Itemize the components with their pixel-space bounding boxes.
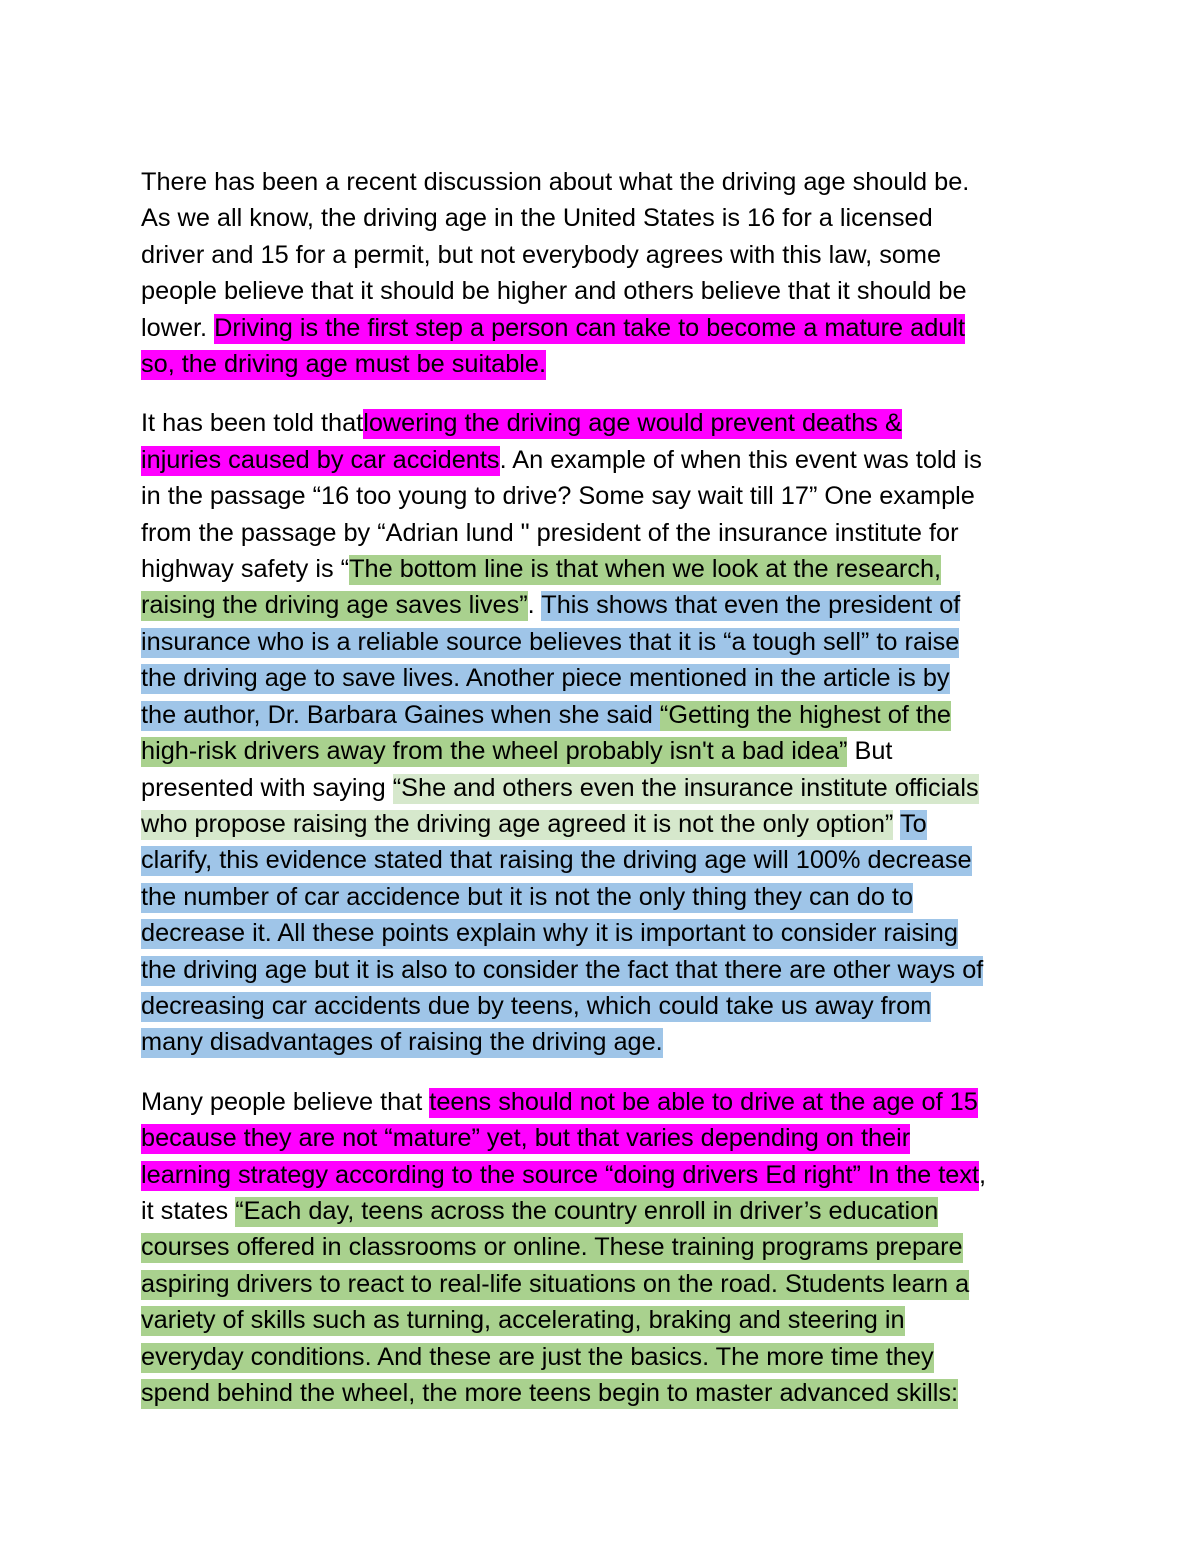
text-line bbox=[141, 442, 1066, 478]
text-run: lower. bbox=[141, 313, 215, 342]
text-line bbox=[141, 1193, 1066, 1229]
text-line bbox=[141, 200, 1066, 236]
highlighted-text-magenta: because they are not “mature” yet, but that varies depending on their bbox=[141, 1124, 911, 1153]
highlighted-text-blue: the driving age but it is also to consider the fact that there are other ways of bbox=[141, 955, 984, 984]
text-run: But bbox=[847, 737, 893, 766]
text-line bbox=[141, 915, 1066, 951]
highlighted-text-blue: clarify, this evidence stated that raising the driving age will 100% decrease bbox=[141, 846, 972, 875]
highlighted-text-lightgreen: who propose raising the driving age agreed it is not the only option” bbox=[141, 809, 894, 838]
text-line bbox=[141, 1084, 1066, 1120]
highlighted-text-blue: To bbox=[899, 809, 927, 838]
text-line bbox=[141, 1120, 1066, 1156]
highlighted-text-blue: insurance who is a reliable source believes that it is “a tough sell” to raise bbox=[141, 627, 960, 656]
highlighted-text-blue: the driving age to save lives. Another piece mentioned in the article is by bbox=[141, 664, 950, 693]
text-line bbox=[141, 346, 1066, 382]
text-line bbox=[141, 733, 1066, 769]
text-run: highway safety is “ bbox=[141, 555, 350, 584]
text-line bbox=[141, 405, 1066, 441]
highlighted-text-blue: This shows that even the president of bbox=[541, 591, 961, 620]
text-run: presented with saying bbox=[141, 773, 393, 802]
highlighted-text-magenta: injuries caused by car accidents bbox=[141, 445, 500, 474]
text-run: . An example of when this event was told is bbox=[499, 445, 982, 474]
highlighted-text-green: spend behind the wheel, the more teens begin to master advanced skills: bbox=[141, 1379, 959, 1407]
text-run: It has been told that bbox=[141, 409, 364, 438]
text-run: There has been a recent discussion about what the driving age should be. bbox=[141, 168, 970, 196]
text-line bbox=[141, 1229, 1066, 1265]
highlighted-text-blue: the author, Dr. Barbara Gaines when she said bbox=[141, 700, 660, 729]
text-line bbox=[141, 1339, 1066, 1375]
text-run: people believe that it should be higher and others believe that it should be bbox=[141, 277, 967, 306]
text-line bbox=[141, 806, 1066, 842]
highlighted-text-blue: decreasing car accidents due by teens, which could take us away from bbox=[141, 991, 932, 1020]
text-run: in the passage “16 too young to drive? Some say wait till 17” One example bbox=[141, 482, 975, 511]
text-line bbox=[141, 1302, 1066, 1338]
highlighted-text-magenta: learning strategy according to the source “doing drivers Ed right” In the text bbox=[141, 1160, 980, 1189]
text-line bbox=[141, 988, 1066, 1024]
text-line bbox=[141, 660, 1066, 696]
highlighted-text-green: courses offered in classrooms or online. These training programs prepare bbox=[141, 1233, 963, 1262]
text-line bbox=[141, 624, 1066, 660]
highlighted-text-green: variety of skills such as turning, accelerating, braking and steering in bbox=[141, 1306, 905, 1335]
text-line bbox=[141, 551, 1066, 587]
text-run: it states bbox=[141, 1196, 236, 1225]
highlighted-text-green: aspiring drivers to react to real‐life situations on the road. Students learn a bbox=[141, 1269, 970, 1298]
highlighted-text-green: The bottom line is that when we look at the research, bbox=[349, 555, 942, 584]
text-line bbox=[141, 164, 1066, 200]
text-line bbox=[141, 587, 1066, 623]
highlighted-text-lightgreen: “She and others even the insurance institute officials bbox=[392, 773, 979, 802]
text-line bbox=[141, 515, 1066, 551]
text-run: , bbox=[979, 1160, 987, 1189]
highlighted-text-green: raising the driving age saves lives” bbox=[141, 591, 528, 620]
text-line bbox=[141, 310, 1066, 346]
text-run: . bbox=[527, 591, 542, 620]
text-line bbox=[141, 1157, 1066, 1193]
text-line bbox=[141, 237, 1066, 273]
text-run: driver and 15 for a permit, but not everybody agrees with this law, some bbox=[141, 240, 942, 269]
text-line bbox=[141, 770, 1066, 806]
highlighted-text-green: high-risk drivers away from the wheel probably isn't a bad idea” bbox=[141, 737, 848, 766]
text-line bbox=[141, 697, 1066, 733]
highlighted-text-magenta: Driving is the first step a person can take to become a mature adult bbox=[214, 313, 965, 342]
paragraph bbox=[141, 405, 1066, 1060]
text-line bbox=[141, 1024, 1066, 1060]
text-line bbox=[141, 273, 1066, 309]
text-line bbox=[141, 1375, 1066, 1411]
highlighted-text-magenta: so, the driving age must be suitable. bbox=[141, 350, 546, 379]
text-line bbox=[141, 842, 1066, 878]
highlighted-text-green: “Each day, teens across the country enroll in driver’s education bbox=[235, 1196, 939, 1225]
text-run: Many people believe that bbox=[141, 1087, 430, 1116]
text-line bbox=[141, 478, 1066, 514]
text-run bbox=[893, 810, 900, 838]
text-line bbox=[141, 952, 1066, 988]
highlighted-text-green: everyday conditions. And these are just the basics. The more time they bbox=[141, 1342, 934, 1371]
highlighted-text-magenta: teens should not be able to drive at the age of 15 bbox=[429, 1087, 978, 1116]
text-run: from the passage by “Adrian lund " president of the insurance institute for bbox=[141, 518, 959, 547]
highlighted-text-green: “Getting the highest of the bbox=[659, 700, 952, 729]
text-line bbox=[141, 879, 1066, 915]
document-page bbox=[141, 164, 1066, 1411]
highlighted-text-magenta: lowering the driving age would prevent deaths & bbox=[363, 409, 902, 438]
highlighted-text-blue: decrease it. All these points explain why it is important to consider raising bbox=[141, 919, 958, 948]
text-line bbox=[141, 1266, 1066, 1302]
paragraph bbox=[141, 164, 1066, 382]
text-run: As we all know, the driving age in the United States is 16 for a licensed bbox=[141, 204, 933, 233]
highlighted-text-blue: many disadvantages of raising the driving age. bbox=[141, 1028, 663, 1057]
paragraph bbox=[141, 1084, 1066, 1412]
highlighted-text-blue: the number of car accidence but it is not the only thing they can do to bbox=[141, 882, 914, 911]
